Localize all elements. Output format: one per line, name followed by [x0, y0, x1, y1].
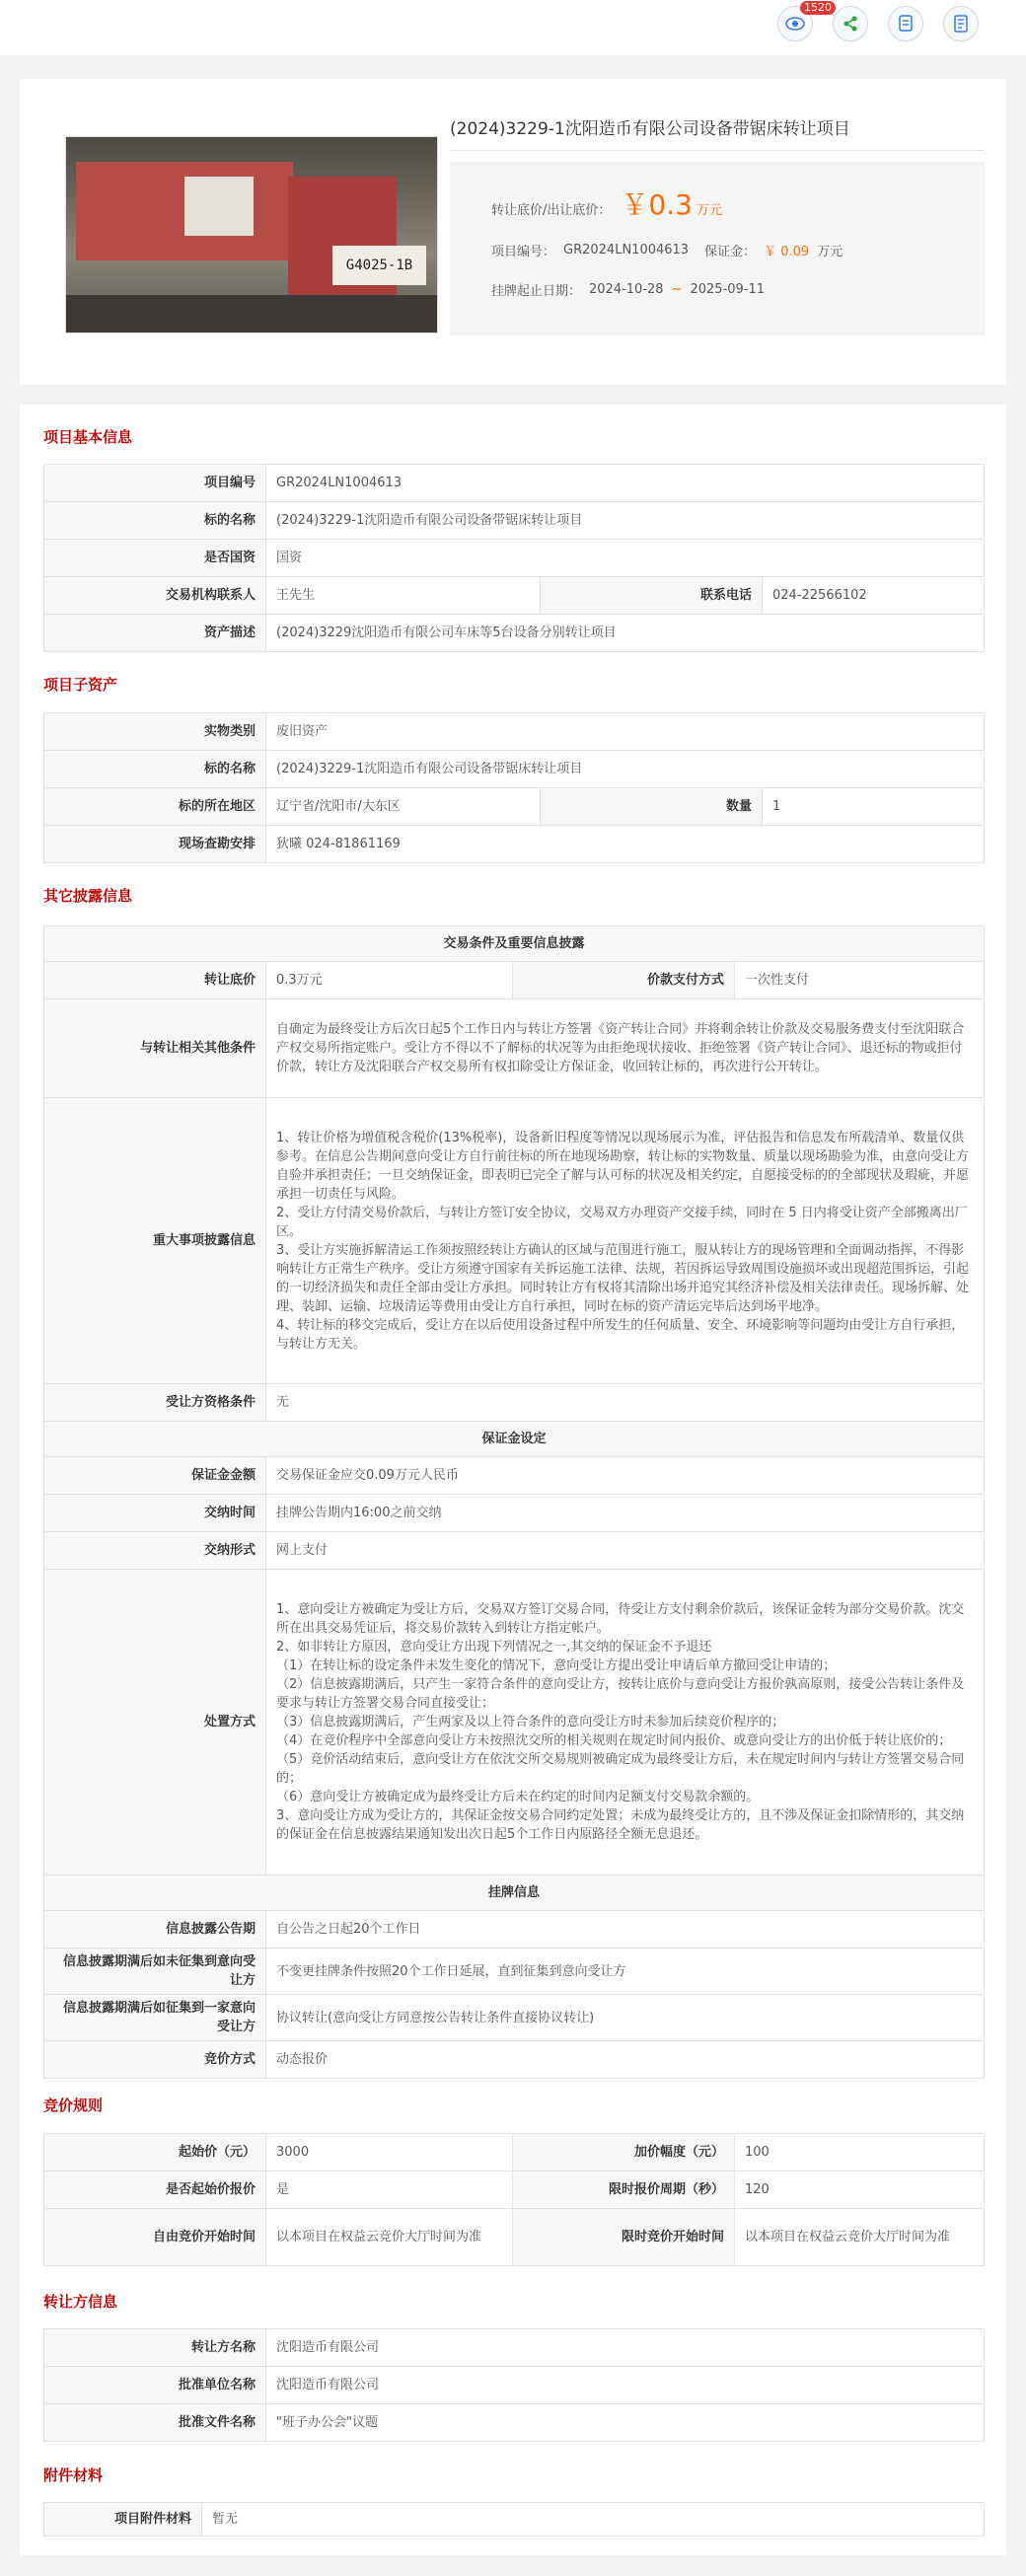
basic-desc-value: (2024)3229沈阳造币有限公司车床等5台设备分别转让项目 — [266, 615, 985, 652]
bid-step-value: 100 — [735, 2134, 985, 2171]
sub-name-value: (2024)3229-1沈阳造币有限公司设备带锯床转让项目 — [266, 751, 985, 788]
basic-name-key: 标的名称 — [44, 502, 266, 540]
sub-location-key: 标的所在地区 — [44, 788, 266, 826]
bid-step-key: 加价幅度（元） — [513, 2134, 735, 2171]
sub-quantity-key: 数量 — [541, 788, 763, 826]
bookmark-icon — [898, 15, 914, 33]
attachments-key: 项目附件材料 — [44, 2503, 202, 2537]
period-label: 挂牌起止日期： — [491, 284, 582, 299]
sub-type-value: 废旧资产 — [266, 713, 985, 751]
qualification-value: 无 — [266, 1384, 985, 1422]
sub-location-value: 辽宁省/沈阳市/大东区 — [266, 788, 541, 826]
start-quote-key: 是否起始价报价 — [44, 2171, 266, 2209]
period-separator: ~ — [671, 282, 683, 297]
project-code-row — [491, 241, 843, 259]
price-unit: 万元 — [696, 203, 722, 218]
period-start: 2024-10-28 — [589, 282, 664, 297]
terms-key: 与转让相关其他条件 — [44, 999, 266, 1098]
deposit-form-value: 网上支付 — [266, 1532, 985, 1570]
approver-value: 沈阳造币有限公司 — [266, 2367, 985, 2404]
document-icon — [953, 15, 969, 33]
top-toolbar — [0, 0, 1026, 55]
start-price-key: 起始价（元） — [44, 2134, 266, 2171]
basic-desc-key: 资产描述 — [44, 615, 266, 652]
listing-header: 挂牌信息 — [44, 1876, 985, 1911]
limit-cycle-key: 限时报价周期（秒） — [513, 2171, 735, 2209]
announce-period-key: 信息披露公告期 — [44, 1911, 266, 1949]
deposit-amount-value: 交易保证金应交0.09万元人民币 — [266, 1457, 985, 1495]
project-code-value: GR2024LN1004613 — [563, 243, 690, 258]
basic-info-table — [43, 464, 985, 652]
pay-method-key: 价款支付方式 — [513, 962, 735, 999]
basic-code-key: 项目编号 — [44, 465, 266, 502]
share-icon — [842, 15, 859, 33]
other-disclosure-table — [43, 925, 985, 2079]
detail-panel — [20, 405, 1006, 2555]
bid-method-value: 动态报价 — [266, 2041, 985, 2079]
conditions-header: 交易条件及重要信息披露 — [44, 926, 985, 962]
section-sub-assets: 项目子资产 — [43, 676, 118, 694]
section-bidding-rules: 竞价规则 — [43, 2097, 104, 2114]
basic-contact-key: 交易机构联系人 — [44, 577, 266, 615]
free-start-key: 自由竞价开始时间 — [44, 2209, 266, 2266]
approval-doc-value: "班子办公会"议题 — [266, 2404, 985, 2442]
sub-quantity-value: 1 — [763, 788, 985, 826]
one-buyer-key: 信息披露期满后如征集到一家意向受让方 — [44, 1995, 266, 2041]
project-code-label: 项目编号： — [491, 245, 556, 259]
favorite-button[interactable] — [888, 6, 923, 41]
sub-visit-value: 狄曦 024-81861169 — [266, 826, 985, 863]
deposit-time-value: 挂牌公告期内16:00之前交纳 — [266, 1495, 985, 1532]
announce-period-value: 自公告之日起20个工作日 — [266, 1911, 985, 1949]
dispose-value: 1、意向受让方被确定为受让方后，交易双方签订交易合同，待受让方支付剩余价款后，该保证金转为部分交易价款。沈交所在出具交易凭证后，将交易价款转入到转让方指定帐户。 2、如非转让方原因，意向受让方出现下列情况之一,其交纳的保证金不予退还 （1）在转让标的设定条件未发生变化的情况下，意向受让方提出受让申请后单方撤回受让申请的； （2）信息披露期满后，只产生一家符合条件的意向受让方，按转让底价与意向受让方报价孰高原则，接受公告转让条件及要求与转让方签署交易合同直接受让； （3）信息披露期满后，产生两家及以上符合条件的意向受让方时未参加后续竞价程序的； （4）在竞价程序中全部意向受让方未按照沈交所的相关规则在规定时间内报价、或意向受让方的出价低于转让底价的； （5）竞价活动结束后，意向受让方在依沈交所交易规则被确定成为最终受让方后，未在规定时间内与转让方签署交易合同的； （6）意向受让方被确定成为最终受让方后未在约定的时间内足额支付交易款余额的。 3、意向受让方成为受让方的，其保证金按交易合同约定处置；未成为最终受让方的，且不涉及保证金扣除情形的，其交纳的保证金在信息披露结果通知发出次日起5个工作日内原路径全额无息退还。 — [266, 1570, 985, 1876]
pay-method-value: 一次性支付 — [735, 962, 985, 999]
section-other-disclosure: 其它披露信息 — [43, 887, 133, 905]
dispose-key: 处置方式 — [44, 1570, 266, 1876]
basic-phone-key: 联系电话 — [541, 577, 763, 615]
section-attachments: 附件材料 — [43, 2466, 104, 2484]
basic-phone-value: 024-22566102 — [763, 577, 985, 615]
transferor-table — [43, 2328, 985, 2442]
eye-icon — [785, 17, 805, 31]
print-button[interactable] — [943, 6, 979, 41]
sub-type-key: 实物类别 — [44, 713, 266, 751]
no-buyer-key: 信息披露期满后如未征集到意向受让方 — [44, 1949, 266, 1995]
major-value: 1、转让价格为增值税含税价(13%税率)，设备新旧程度等情况以现场展示为准，评估报告和信息发布所载清单、数量仅供参考。在信息公告期间意向受让方自行前往标的所在地现场勘察，转让标的实物数量、质量以现场勘验为准，由意向受让方自验并承担责任；一旦交纳保证金，即表明已完全了解与认可标的状况及相关约定，自愿接受标的的全部现状及瑕疵，并愿承担一切责任与风险。 2、受让方付清交易价款后，与转让方签订安全协议，交易双方办理资产交接手续，同时在 5 日内将受让资产全部搬离出厂区。 3、受让方实施拆解清运工作须按照经转让方确认的区域与范围进行施工，服从转让方的现场管理和全面调动指挥，不得影响转让方正常生产秩序。受让方须遵守国家有关拆运施工法律、法规，若因拆运导致周围设施损坏或出现超范围拆运，引起的一切经济损失和责任全部由受让方承担。同时转让方有权将其清除出场并追究其经济补偿及相关法律责任。现场拆解、处理、装卸、运输、垃圾清运等费用由受让方自行承担，同时在标的资产清运完毕后达到场平地净。 4、转让标的移交完成后，受让方在以后使用设备过程中所发生的任何质量、安全、环境影响等问题均由受让方自行承担，与转让方无关。 — [266, 1098, 985, 1384]
approval-doc-key: 批准文件名称 — [44, 2404, 266, 2442]
sub-assets-table — [43, 712, 985, 863]
limit-cycle-value: 120 — [735, 2171, 985, 2209]
basic-state-key: 是否国资 — [44, 540, 266, 577]
reserve-key: 转让底价 — [44, 962, 266, 999]
section-transferor: 转让方信息 — [43, 2293, 118, 2311]
attachments-value: 暂无 — [202, 2503, 985, 2537]
sub-visit-key: 现场查勘安排 — [44, 826, 266, 863]
listing-period-row — [491, 280, 765, 299]
view-count-badge: 1520 — [800, 1, 836, 15]
no-buyer-value: 不变更挂牌条件按照20个工作日延展，直到征集到意向受让方 — [266, 1949, 985, 1995]
start-price-value: 3000 — [266, 2134, 513, 2171]
bidding-rules-table — [43, 2133, 985, 2266]
deposit-value: ￥ 0.09 — [764, 245, 810, 259]
deposit-header: 保证金设定 — [44, 1422, 985, 1457]
view-count-button[interactable] — [777, 1, 832, 41]
limit-start-key: 限时竞价开始时间 — [513, 2209, 735, 2266]
bid-method-key: 竞价方式 — [44, 2041, 266, 2079]
deposit-time-key: 交纳时间 — [44, 1495, 266, 1532]
price-label: 转让底价/出让底价： — [491, 203, 612, 218]
basic-name-value: (2024)3229-1沈阳造币有限公司设备带锯床转让项目 — [266, 502, 985, 540]
share-button[interactable] — [833, 6, 868, 41]
transferor-name-value: 沈阳造币有限公司 — [266, 2329, 985, 2367]
machine-label: G4025-1B — [332, 246, 426, 285]
project-title: (2024)3229-1沈阳造币有限公司设备带锯床转让项目 — [450, 119, 850, 139]
price-box — [450, 162, 985, 335]
deposit-label: 保证金： — [704, 245, 757, 259]
deposit-form-key: 交纳形式 — [44, 1532, 266, 1570]
period-end: 2025-09-11 — [690, 282, 766, 297]
section-basic-info: 项目基本信息 — [43, 428, 133, 446]
basic-state-value: 国资 — [266, 540, 985, 577]
attachments-table — [43, 2502, 985, 2537]
approver-key: 批准单位名称 — [44, 2367, 266, 2404]
major-key: 重大事项披露信息 — [44, 1098, 266, 1384]
reserve-value: 0.3万元 — [266, 962, 513, 999]
basic-code-value: GR2024LN1004613 — [266, 465, 985, 502]
transferor-name-key: 转让方名称 — [44, 2329, 266, 2367]
project-header-card — [20, 79, 1006, 385]
start-quote-value: 是 — [266, 2171, 513, 2209]
limit-start-value: 以本项目在权益云竞价大厅时间为准 — [735, 2209, 985, 2266]
basic-contact-value: 王先生 — [266, 577, 541, 615]
sub-name-key: 标的名称 — [44, 751, 266, 788]
free-start-value: 以本项目在权益云竞价大厅时间为准 — [266, 2209, 513, 2266]
one-buyer-value: 协议转让(意向受让方同意按公告转让条件直接协议转让) — [266, 1995, 985, 2041]
project-photo — [65, 136, 438, 333]
deposit-amount-key: 保证金金额 — [44, 1457, 266, 1495]
terms-value: 自确定为最终受让方后次日起5个工作日内与转让方签署《资产转让合同》并将剩余转让价款及交易服务费支付至沈阳联合产权交易所指定账户。受让方不得以不了解标的状况等为由拒绝现状接收、拒绝签署《资产转让合同》、退还标的物或拒付价款，转让方及沈阳联合产权交易所有权扣除受让方保证金，收回转让标的，再次进行公开转让。 — [266, 999, 985, 1098]
deposit-unit: 万元 — [817, 245, 843, 259]
price-value: ￥0.3 — [621, 188, 693, 221]
qualification-key: 受让方资格条件 — [44, 1384, 266, 1422]
